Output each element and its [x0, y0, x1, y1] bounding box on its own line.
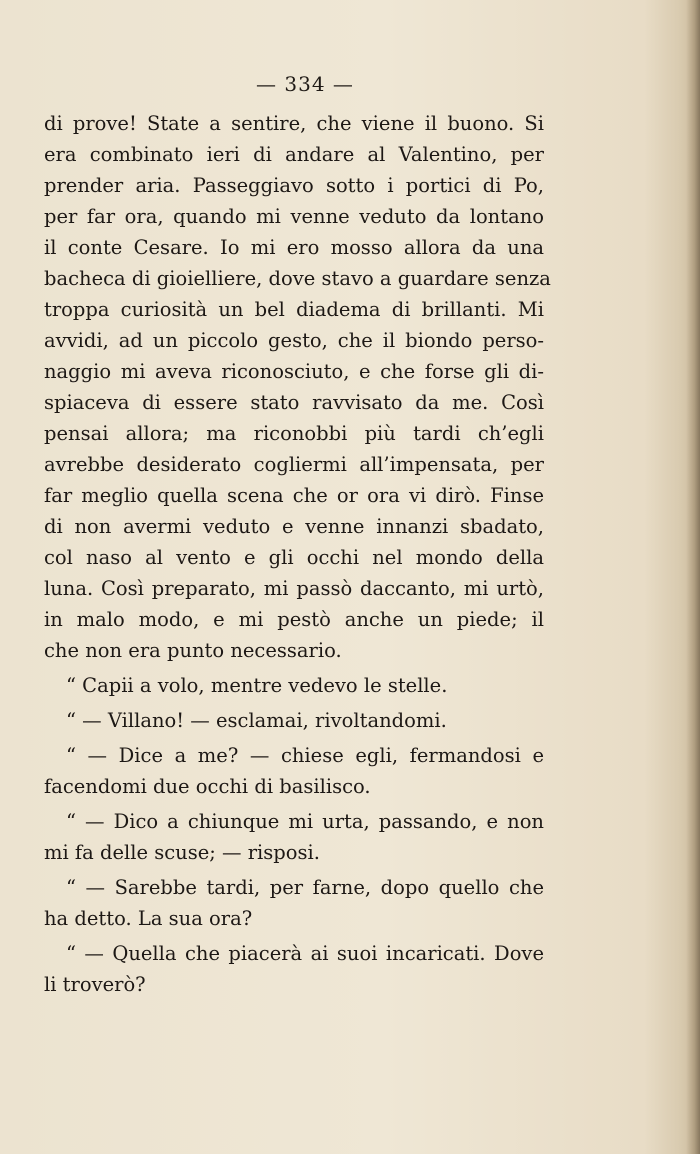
text-line: avrebbe desiderato cogliermi all’impensata, per [44, 453, 544, 476]
text-line: spiaceva di essere stato ravvisato da me. Così [44, 391, 544, 414]
body-text [44, 108, 551, 1000]
text-line: avvidi, ad un piccolo gesto, che il biondo perso- [44, 329, 544, 352]
dialogue-line: “ — Sarebbe tardi, per farne, dopo quello che [66, 876, 544, 899]
page-number: — 334 — [256, 72, 354, 96]
text-line: far meglio quella scena che or ora vi dirò. Finse [44, 484, 544, 507]
dialogue-line: “ — Quella che piacerà ai suoi incaricati. Dove [66, 942, 544, 965]
text-line: mi fa delle scuse; — risposi. [44, 841, 320, 864]
dialogue-line: “ — Dice a me? — chiese egli, fermandosi e [66, 744, 544, 767]
text-line: di non avermi veduto e venne innanzi sbadato, [44, 515, 544, 538]
text-line: col naso al vento e gli occhi nel mondo della [44, 546, 544, 569]
dialogue-line: “ — Dico a chiunque mi urta, passando, e non [66, 810, 544, 833]
text-line: in malo modo, e mi pestò anche un piede; il [44, 608, 544, 631]
text-line: ha detto. La sua ora? [44, 907, 253, 930]
text-line: naggio mi aveva riconosciuto, e che forse gli di- [44, 360, 544, 383]
page-edge-shadow [686, 0, 700, 1154]
dialogue-line: “ Capii a volo, mentre vedevo le stelle. [66, 674, 448, 697]
text-line: luna. Così preparato, mi passò daccanto, mi urtò, [44, 577, 544, 600]
text-line: bacheca di gioielliere, dove stavo a guardare senza [44, 267, 551, 290]
dialogue-line: “ — Villano! — esclamai, rivoltandomi. [66, 709, 447, 732]
text-line: pensai allora; ma riconobbi più tardi ch’egli [44, 422, 544, 445]
text-line: per far ora, quando mi venne veduto da lontano [44, 205, 544, 228]
text-line: prender aria. Passeggiavo sotto i portici di Po, [44, 174, 544, 197]
text-line: di prove! State a sentire, che viene il buono. Si [44, 112, 544, 135]
text-line: che non era punto necessario. [44, 639, 342, 662]
text-line: li troverò? [44, 973, 146, 996]
text-line: era combinato ieri di andare al Valentino, per [44, 143, 544, 166]
text-line: il conte Cesare. Io mi ero mosso allora da una [44, 236, 544, 259]
text-line: troppa curiosità un bel diadema di brillanti. Mi [44, 298, 544, 321]
text-line: facendomi due occhi di basilisco. [44, 775, 371, 798]
